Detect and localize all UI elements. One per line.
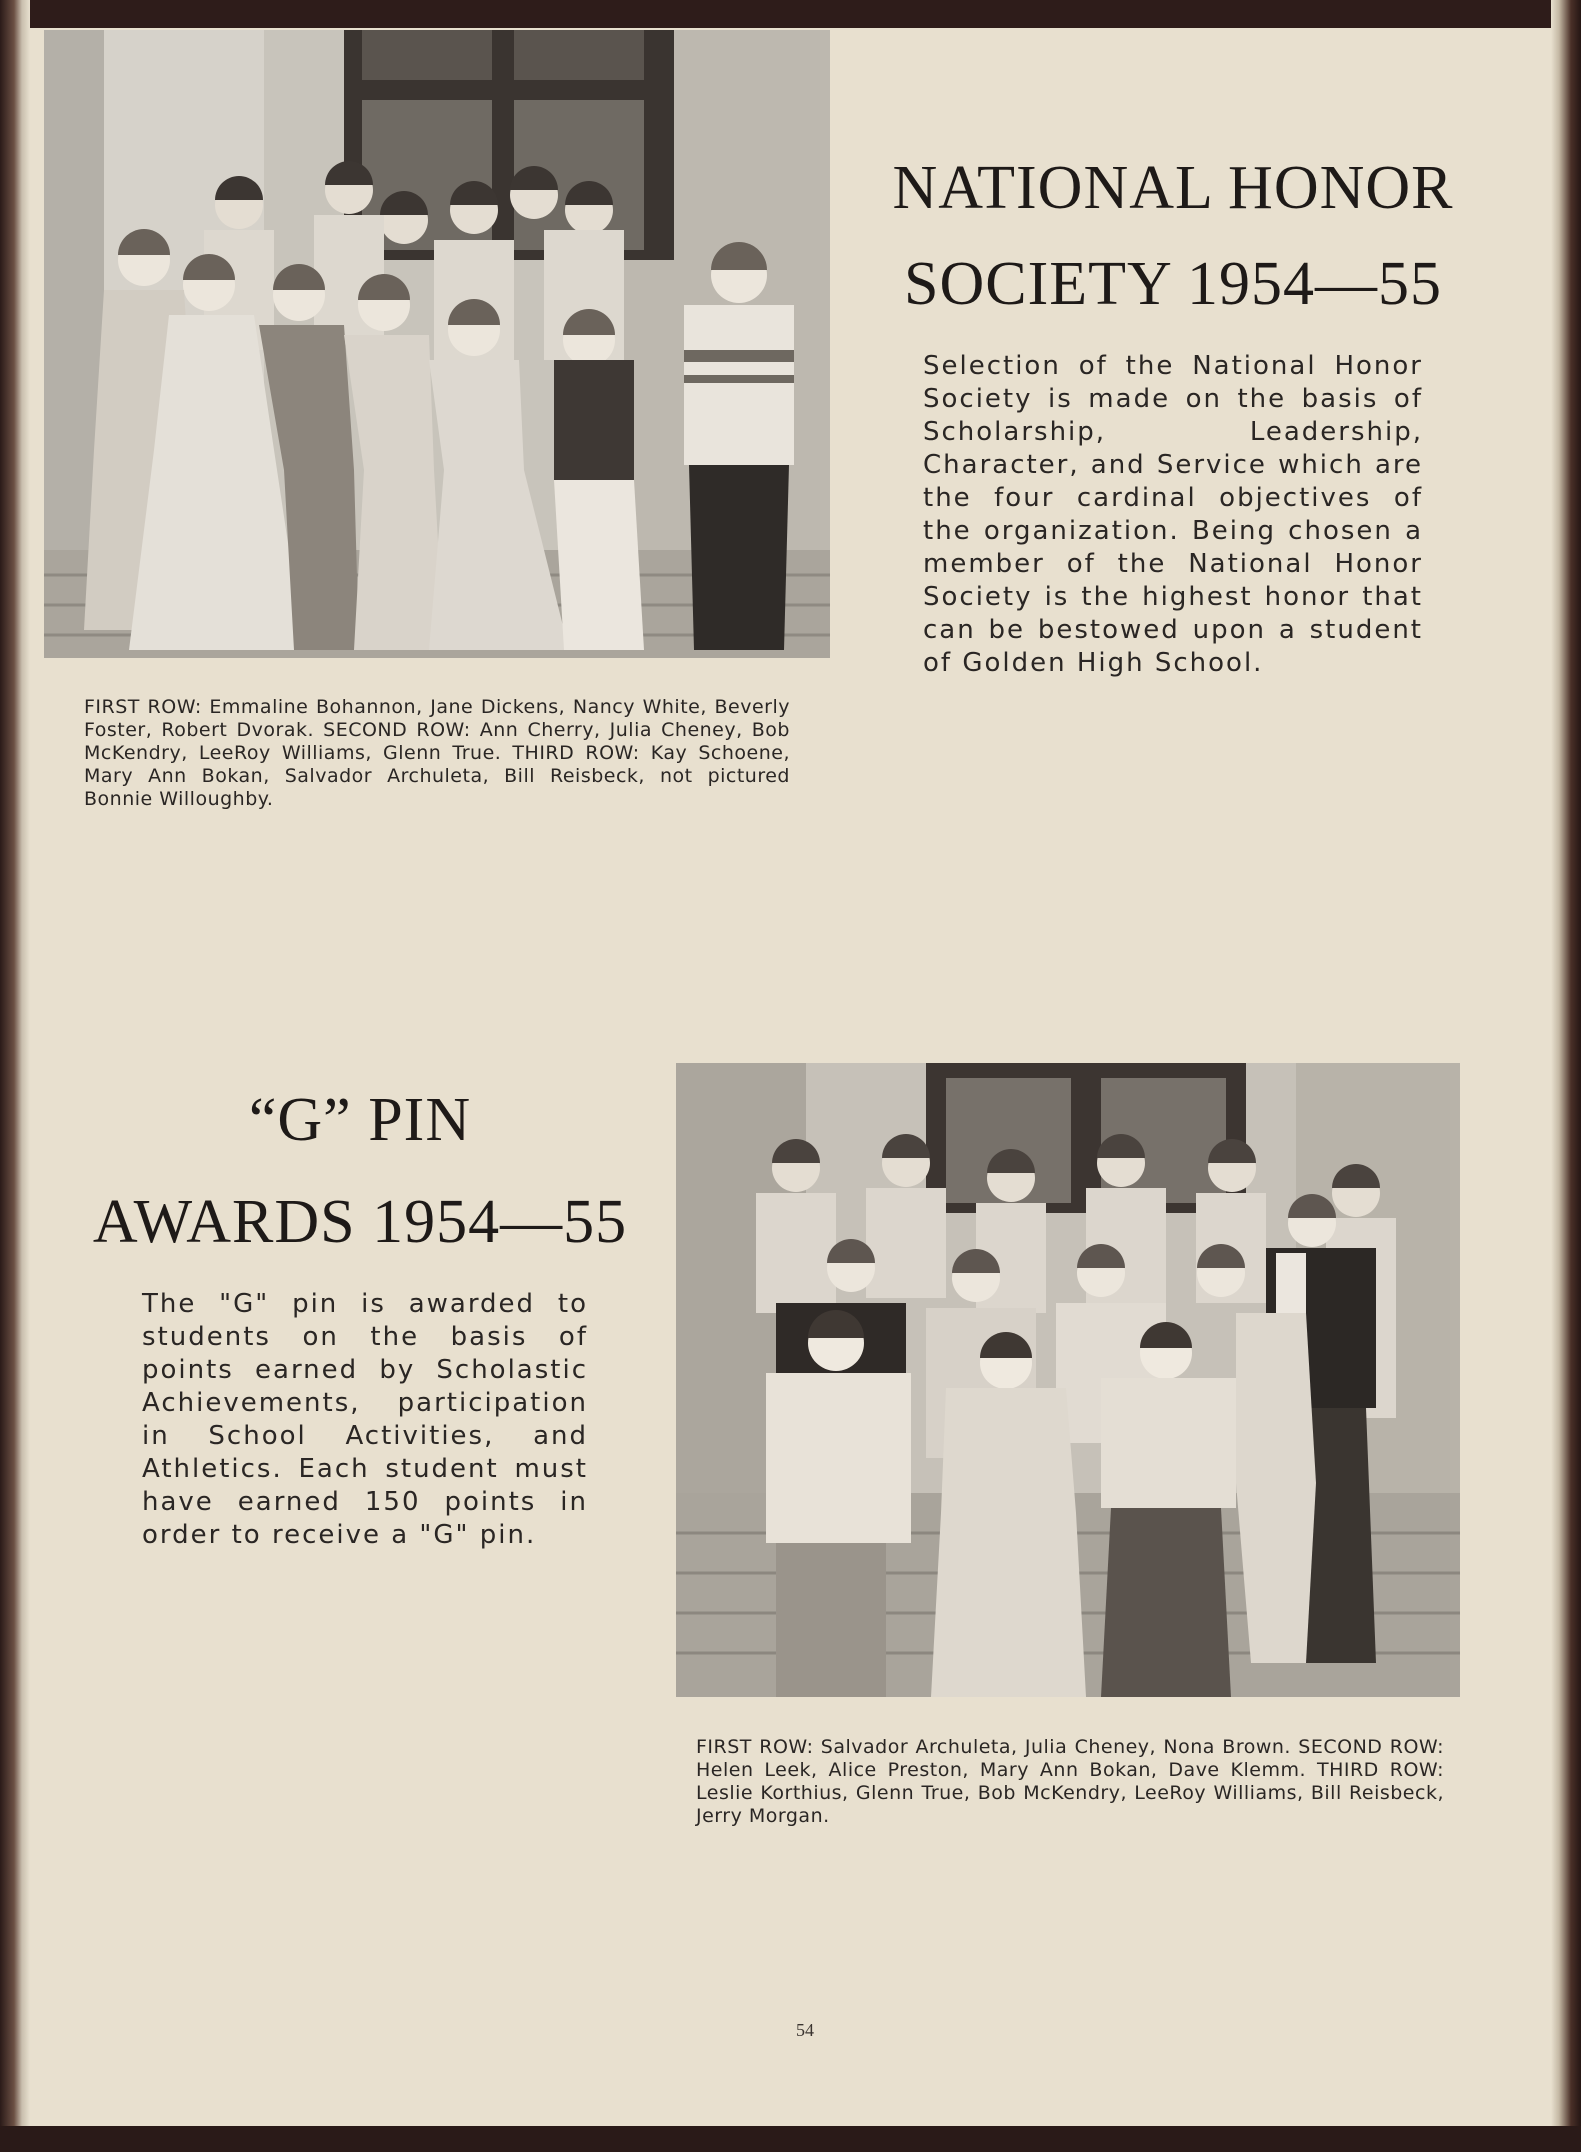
book-binding-left: [0, 0, 30, 2152]
g-pin-heading-line2: AWARDS 1954—55: [92, 1188, 628, 1256]
g-pin-heading-line1: “G” PIN: [248, 1086, 472, 1154]
honor-society-heading-line1: NATIONAL HONOR: [892, 154, 1454, 222]
page-bottom-edge: [0, 2126, 1581, 2152]
honor-society-description: Selection of the National Honor Society is made on the basis of Scholarship, Leadership, Character, and Service which are the four cardinal objectives of the organization. Being chosen a member of the National Honor Society is the highest honor that can be bestowed upon a student of Golden High School.: [923, 351, 1423, 678]
g-pin-description: The "G" pin is awarded to students on the basis of points earned by Scholastic Achievements, participation in School Activities, and Athletics. Each student must have earned 150 points in order to receive a "G" pin.: [142, 1289, 588, 1550]
book-binding-right: [1551, 0, 1581, 2152]
g-pin-group-photo: [676, 1063, 1460, 1697]
honor-society-heading-line2: SOCIETY 1954—55: [904, 250, 1442, 318]
page-number: 54: [796, 2020, 814, 2040]
honor-society-photo-caption: FIRST ROW: Emmaline Bohannon, Jane Dickens, Nancy White, Beverly Foster, Robert Dvorak. SECOND ROW: Ann Cherry, Julia Cheney, Bob McKendry, LeeRoy Williams, Glenn True. THIRD ROW: Kay Schoene, Mary Ann Bokan, Salvador Archuleta, Bill Reisbeck, not pictured Bonnie Willoughby.: [84, 696, 790, 810]
page-top-edge: [0, 0, 1581, 28]
honor-society-group-photo: [44, 30, 830, 658]
g-pin-photo-caption: FIRST ROW: Salvador Archuleta, Julia Cheney, Nona Brown. SECOND ROW: Helen Leek, Alice Preston, Mary Ann Bokan, Dave Klemm. THIRD ROW: Leslie Korthius, Glenn True, Bob McKendry, LeeRoy Williams, Bill Reisbeck, Jerry Morgan.: [696, 1736, 1444, 1827]
